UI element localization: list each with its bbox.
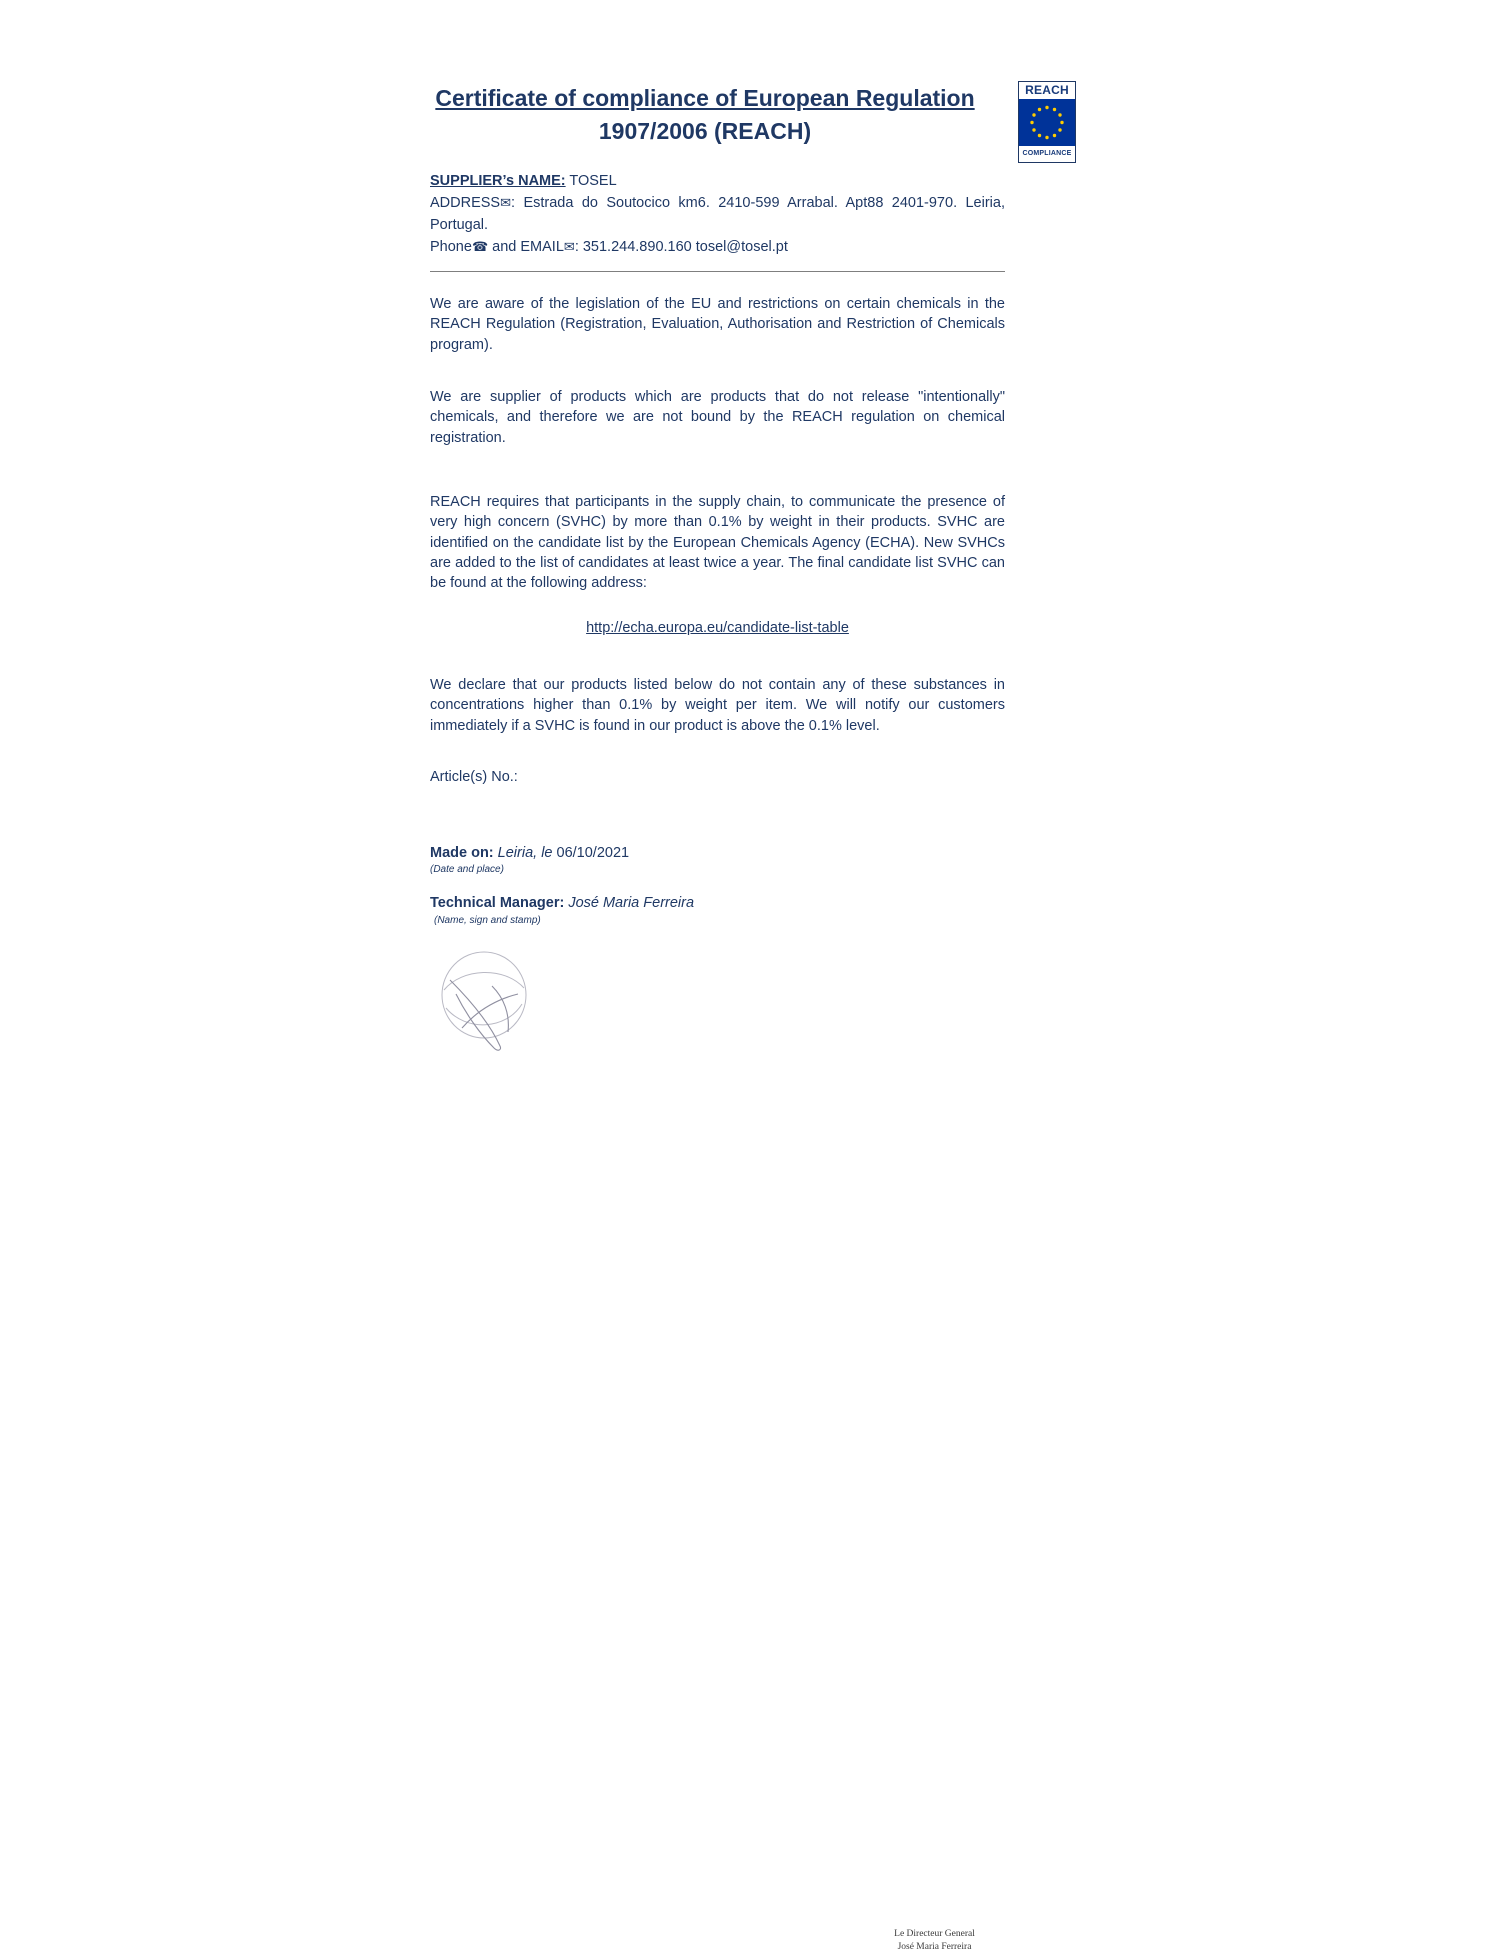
technical-manager-row <box>430 895 694 911</box>
made-on-row <box>430 845 629 861</box>
candidate-list-link-row <box>430 620 1005 636</box>
signature-stamp-icon <box>432 950 975 1952</box>
technical-manager-label: Technical Manager: <box>430 895 565 911</box>
supplier-contact-row <box>430 236 1005 258</box>
stamp-line-2: José Maria Ferreira <box>897 1941 972 1952</box>
page-title <box>430 82 980 147</box>
horizontal-divider <box>430 271 1005 272</box>
supplier-address-row <box>430 192 1005 236</box>
paragraph-supplier-statement: We are supplier of products which are products that do not release "intentionally" chemicals, and therefore we are not bound by the REACH regulation on chemical registration. <box>430 389 1005 446</box>
address-label: ADDRESS <box>430 195 501 212</box>
supplier-name-value: TOSEL <box>565 173 617 189</box>
paragraph-declaration: We declare that our products listed below do not contain any of these substances in concentrations higher than 0.1% by weight per item. We will notify our customers immediately if a SVHC is found in our product is above the 0.1% level. <box>430 677 1005 734</box>
envelope-icon: ✉ <box>500 196 512 212</box>
candidate-list-link[interactable]: http://echa.europa.eu/candidate-list-table <box>586 620 849 636</box>
telephone-icon: ☎ <box>471 240 489 256</box>
made-on-date: 06/10/2021 <box>552 845 630 861</box>
mail-icon: ✉ <box>563 240 575 256</box>
made-on-hint: (Date and place) <box>430 864 504 875</box>
reach-logo-bottom-text: COMPLIANCE <box>1022 150 1072 157</box>
eu-stars-icon <box>1019 99 1075 146</box>
made-on-label: Made on: <box>430 845 494 861</box>
technical-manager-value: José Maria Ferreira <box>564 895 695 911</box>
paragraph-awareness: We are aware of the legislation of the EU and restrictions on certain chemicals in the REACH Regulation (Registration, Evaluation, Authorisation and Restriction of Chemicals program). <box>430 296 1005 353</box>
technical-manager-hint: (Name, sign and stamp) <box>434 915 541 926</box>
contact-value: : 351.244.890.160 tosel@tosel.pt <box>574 239 788 256</box>
made-on-place: Leiria, le <box>493 845 553 861</box>
stamp-line-1: Le Directeur General <box>894 1929 975 1939</box>
phone-label: Phone <box>430 239 472 256</box>
page-title-line-2: 1907/2006 (REACH) <box>598 117 812 144</box>
reach-logo-top-text: REACH <box>1025 83 1069 97</box>
supplier-name-row <box>430 170 1005 192</box>
stamp-graphic <box>432 950 552 1055</box>
page-title-line-1: Certificate of compliance of European Regulation <box>435 85 975 111</box>
eu-flag-icon <box>1019 99 1075 146</box>
stamp-text <box>887 1928 982 1954</box>
supplier-name-label: SUPPLIER’s NAME: <box>430 173 566 189</box>
email-label: and EMAIL <box>488 239 564 256</box>
article-numbers-field: Article(s) No.: <box>430 769 518 785</box>
reach-compliance-logo-icon <box>1018 81 1076 163</box>
paragraph-reach-requirements: REACH requires that participants in the supply chain, to communicate the presence of very high concern (SVHC) by more than 0.1% by weight in their products. SVHC are identified on the candidate list by the European Chemicals Agency (ECHA). New SVHCs are added to the list of candidates at least twice a year. The final candidate list SVHC can be found at the following address: <box>430 494 1005 592</box>
supplier-info-block <box>430 170 1005 258</box>
address-value: : Estrada do Soutocico km6. 2410-599 Arrabal. Apt88 2401-970. Leiria, Portugal. <box>430 195 1005 234</box>
